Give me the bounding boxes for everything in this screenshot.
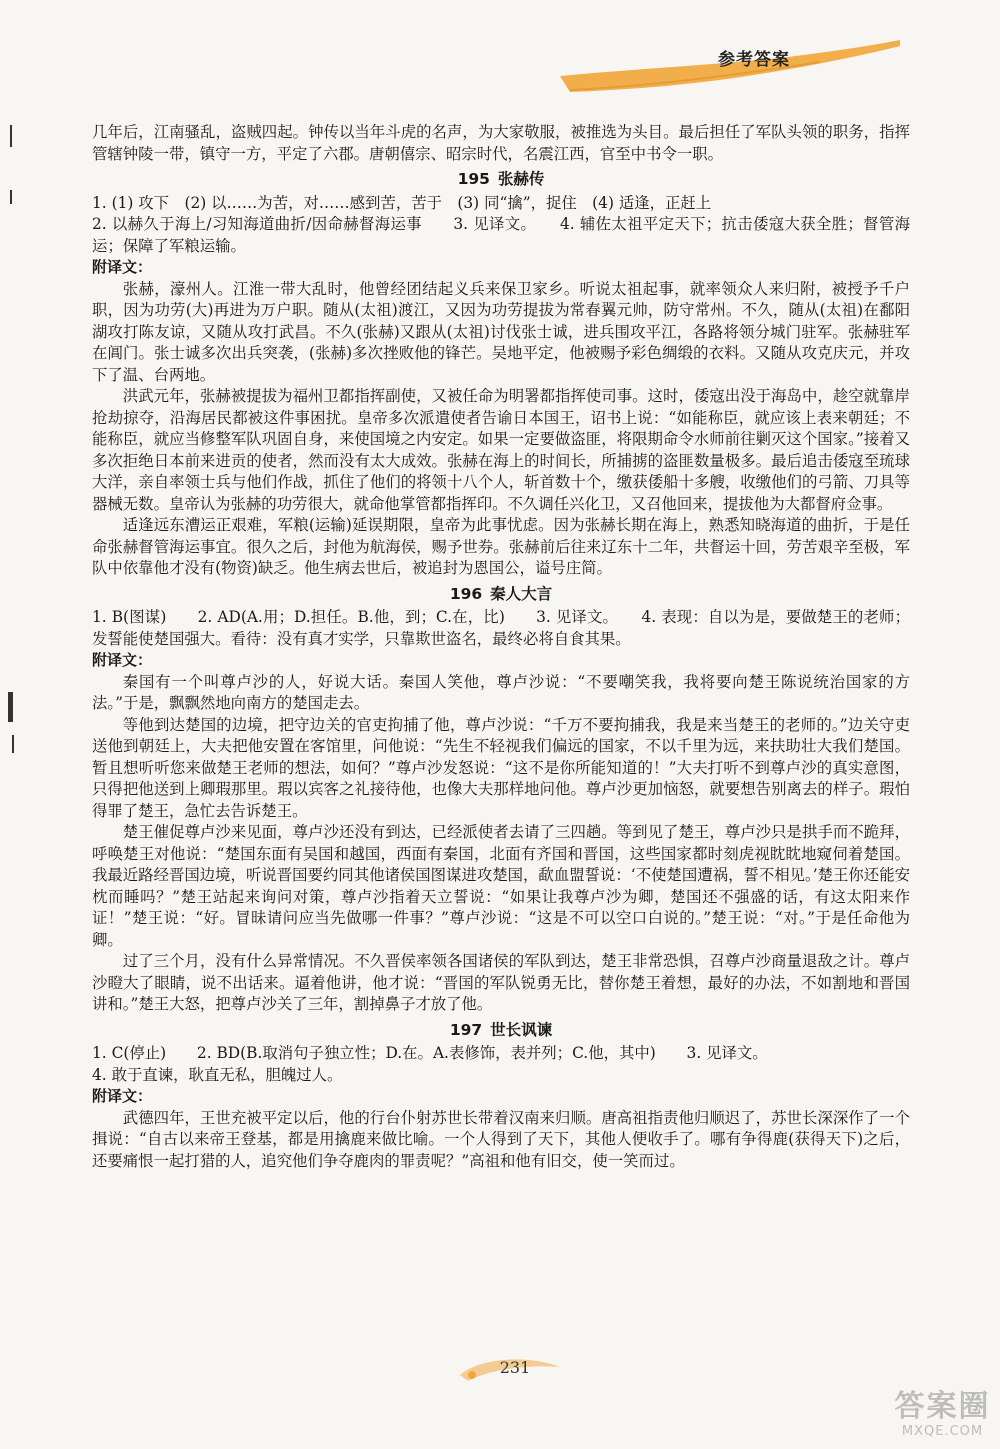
answer-line: 1. C(停止) 2. BD(B.取消句子独立性；D.在。A.表修饰，表并列；C.他，其中) 3. 见译文。 [92,1044,768,1062]
answer-line: 1. (1) 攻下 (2) 以……为苦，对……感到苦，苦于 (3) 同“擒”，捉住 (4) 适逢，正赶上 [92,193,712,212]
margin-mark [10,190,12,204]
section-number: 197 [449,1020,483,1039]
watermark-url: MXQE.COM [901,1424,984,1439]
margin-mark [8,692,13,722]
answer-list [92,193,910,258]
translation-paragraph: 楚王催促尊卢沙来见面，尊卢沙还没有到达，已经派使者去请了三四趟。等到见了楚王，尊卢沙只是拱手而不跪拜，呼唤楚王对他说：“楚国东面有吴国和越国，西面有秦国，北面有齐国和晋国，这些国家都时刻虎视眈眈地窥伺着楚国。我最近路经晋国边境，听说晋国要约同其他诸侯国图谋进攻楚国，歃血盟誓说：‘不使楚国遭祸，誓不相见。’楚王你还能安枕而睡吗？”楚王站起来询问对策，尊卢沙指着天立誓说：“如果让我尊卢沙为卿，楚国还不强盛的话，有这太阳来作证！”楚王说：“好。冒昧请问应当先做哪一件事？”尊卢沙说：“这是不可以空口白说的。”楚王说：“对。”于是任命他为卿。 [92,823,910,949]
translation-label: 附译文： [92,651,153,669]
header-title: 参考答案 [718,50,790,70]
translation-paragraph: 张赫，濠州人。江淮一带大乱时，他曾经团结起义兵来保卫家乡。听说太祖起事，就率领众人来归附，被授予千户职，因为功劳(大)再进为万户职。随从(太祖)渡江，又因为功劳提拔为常春翼元帅，防守常州。不久，随从(太祖)在鄱阳湖攻打陈友谅，又随从攻打武昌。不久(张赫)又跟从(太祖)讨伐张士诚，进兵围攻平江，各路将领分城门驻军。张赫驻军在阊门。张士诚多次出兵突袭，(张赫)多次挫败他的锋芒。吴地平定，他被赐予彩色绸缎的衣料。又随从攻克庆元，并攻下了温、台两地。 [92,279,910,384]
section-name: 世长讽谏 [490,1020,553,1039]
section-title [92,584,910,606]
intro-paragraph: 几年后，江南骚乱，盗贼四起。钟传以当年斗虎的名声，为大家敬服，被推选为头目。最后担任了军队头领的职务，指挥管辖钟陵一带，镇守一方，平定了六郡。唐朝僖宗、昭宗时代，名震江西，官至中书令一职。 [92,123,910,163]
translation-paragraph: 秦国有一个叫尊卢沙的人，好说大话。秦国人笑他，尊卢沙说：“不要嘲笑我，我将要向楚王陈说统治国家的方法。”于是，飘飘然地向南方的楚国走去。 [92,672,910,712]
page-number: 231 [499,1358,531,1377]
translation-paragraph: 过了三个月，没有什么异常情况。不久晋侯率领各国诸侯的军队到达，楚王非常恐惧，召尊卢沙商量退敌之计。尊卢沙瞪大了眼睛，说不出话来。逼着他讲，他才说：“晋国的军队锐勇无比，替你楚王着想，最好的办法，不如割地和晋国讲和。”楚王大怒，把尊卢沙关了三年，割掉鼻子才放了他。 [92,952,910,1013]
answer-line: 1. B(图谋) 2. AD(A.用；D.担任。B.他，到；C.在，比) 3. 见译文。 4. 表现：自以为是，要做楚王的老师；发誓能使楚国强大。看待：没有真才实学，只靠欺世盗名，最终必将自食其果。 [92,608,910,648]
section-name: 秦人大言 [490,584,553,603]
translation-paragraph: 洪武元年，张赫被提拔为福州卫都指挥副使，又被任命为明署都指挥使司事。这时，倭寇出没于海岛中，趁空就靠岸抢劫掠夺，沿海居民都被这件事困扰。皇帝多次派遣使者告谕日本国王，诏书上说：“如能称臣，就应该上表来朝廷；不能称臣，就应当修整军队巩固自身，来使国境之内安定。如果一定要做盗匪，将限期命令水师前往剿灭这个国家。”接着又多次拒绝日本前来进贡的使者，然而没有太大成效。张赫在海上的时间长，所捕掳的盗匪数量极多。最后追击倭寇至琉球大洋，亲自率领士兵与他们作战，抓住了他们的将领十八个人，斩首数十个，缴获倭船十多艘，收缴他们的弓箭、刀具等器械无数。皇帝认为张赫的功劳很大，就命他掌管都指挥印。不久调任兴化卫，又召他回来，提拔他为大都督府佥事。 [92,387,910,513]
answer-line: 4. 敢于直谏，耿直无私，胆魄过人。 [92,1065,343,1084]
answer-list [92,1043,910,1086]
translation-paragraph: 适逢远东漕运正艰难，军粮(运输)延误期限，皇帝为此事忧虑。因为张赫长期在海上，熟悉知晓海道的曲折，于是任命张赫督管海运事宜。很久之后，封他为航海侯，赐予世券。张赫前后往来辽东十二年，共督运十回，劳苦艰辛至极，军队中依靠他才没有(物资)缺乏。他生病去世后，被追封为恩国公，谥号庄简。 [92,516,910,577]
section-title [92,169,910,191]
section-name: 张赫传 [497,170,545,188]
translation-paragraph: 等他到达楚国的边境，把守边关的官吏拘捕了他，尊卢沙说：“千万不要拘捕我，我是来当楚王的老师的。”边关守吏送他到朝廷上，大夫把他安置在客馆里，问他说：“先生不轻视我们偏远的国家，不以千里为远，来扶助壮大我们楚国。暂且想听听您来做楚王老师的想法，如何？”尊卢沙发怒说：“这不是你所能知道的！”大夫打听不到尊卢沙的真实意图，只得把他送到上卿瑕那里。瑕以宾客之礼接待他，也像大夫那样地问他。尊卢沙更加恼怒，就要想告别离去的样子。瑕怕得罪了楚王，急忙去告诉楚王。 [92,715,910,820]
answer-line: 2. 以赫久于海上/习知海道曲折/因命赫督海运事 3. 见译文。 4. 辅佐太祖平定天下；抗击倭寇大获全胜；督管海运；保障了军粮运输。 [92,215,910,255]
translation-label: 附译文： [92,258,153,276]
section-number: 196 [449,584,483,603]
margin-mark [10,125,12,147]
answer-content [92,122,910,1172]
section-title [92,1020,910,1042]
watermark-main: 答案圈 [894,1389,991,1424]
translation-label: 附译文： [92,1087,153,1105]
watermark-logo [890,1390,995,1439]
answer-list [92,607,910,650]
translation-paragraph: 武德四年，王世充被平定以后，他的行台仆射苏世长带着汉南来归顺。唐高祖指责他归顺迟了，苏世长深深作了一个揖说：“自古以来帝王登基，都是用擒鹿来做比喻。一个人得到了天下，其他人便收手了。哪有争得鹿(获得天下)之后，还要痛恨一起打猎的人，追究他们争夺鹿肉的罪责呢？”高祖和他有旧交，使一笑而过。 [92,1108,910,1170]
margin-mark [12,735,14,753]
section-number: 195 [457,170,490,188]
